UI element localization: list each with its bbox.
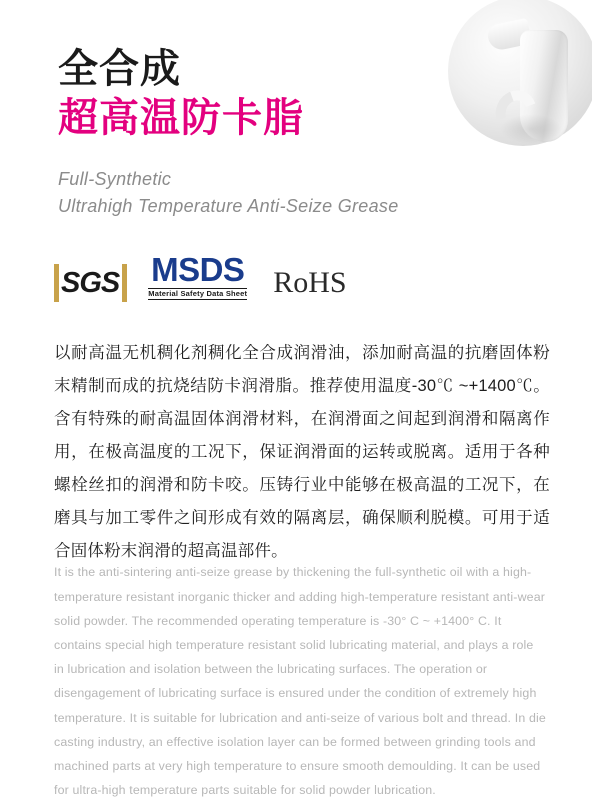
page-title-cn-primary: 全合成	[58, 47, 181, 91]
page-subtitle-en	[58, 166, 458, 220]
page-subtitle-en-line2: Ultrahigh Temperature Anti-Seize Grease	[58, 196, 399, 217]
description-paragraph-en: It is the anti-sintering anti-seize grease by thickening the full-synthetic oil with a high-temperature resistant inorganic thicker and adding high-temperature resistant anti-wear solid powder. The recommended operating temperature is -30° C ~ +1400° C. It contains special high temperature resistant solid lubricating material, and plays a role in lubrication and isolation between the lubricating surfaces. The operation or disengagement of lubricating surface is ensured under the condition of extremely high temperature. It is suitable for lubrication and anti-seize of various bolt and thread. In die casting industry, an effective isolation layer can be formed between grinding tools and machined parts at very high temperature to ensure smooth demoulding. It can be used for ultra-high temperature parts suitable for solid powder lubrication.	[54, 565, 546, 798]
rohs-logo: RoHS	[273, 265, 347, 299]
page-subtitle-en-line1: Full-Synthetic	[58, 169, 172, 190]
msds-logo-subtitle: Material Safety Data Sheet	[148, 289, 248, 298]
certification-logos	[58, 253, 347, 300]
sgs-logo: SGS	[58, 267, 122, 300]
page-title-block	[58, 46, 458, 220]
product-photo	[442, 0, 592, 164]
msds-logo	[148, 253, 247, 300]
product-shadow	[500, 114, 562, 144]
msds-logo-main: MSDS	[151, 251, 245, 288]
description-paragraph-cn: 以耐高温无机稠化剂稠化全合成润滑油，添加耐高温的抗磨固体粉末精制而成的抗烧结防卡润滑脂。推荐使用温度-30℃ ~+1400℃。含有特殊的耐高温固体润滑材料，在润滑面之间起到润滑和隔离作用，在极高温度的工况下，保证润滑面的运转或脱离。适用于各种螺栓丝扣的润滑和防卡咬。压铸行业中能够在极高温的工况下，在磨具与加工零件之间形成有效的隔离层，确保顺利脱模。可用于适合固体粉末润滑的超高温部件。	[54, 343, 550, 560]
page-title-cn-secondary: 超高温防卡脂	[58, 96, 304, 141]
